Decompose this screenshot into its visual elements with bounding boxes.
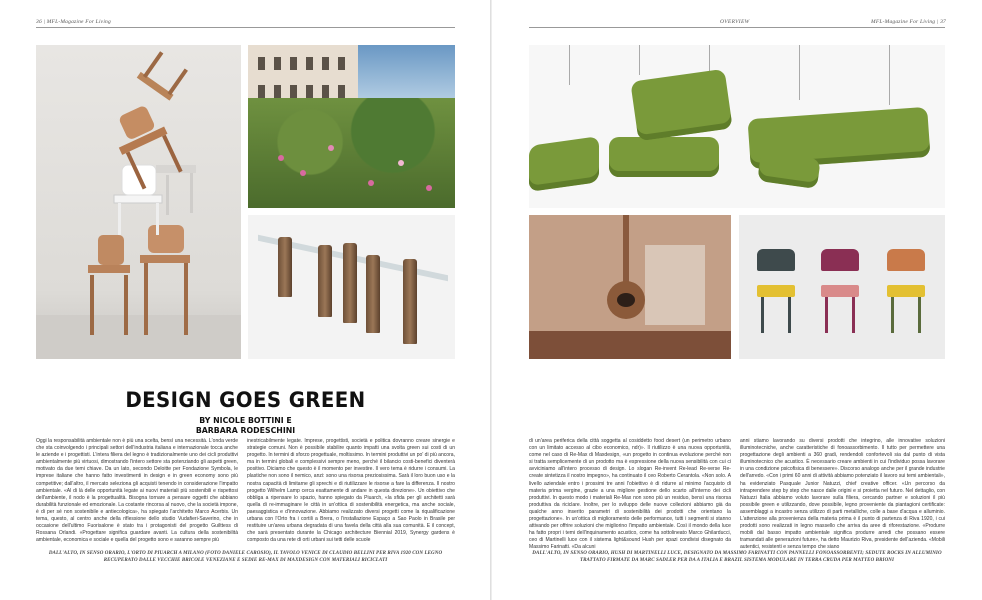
lamp-panel	[609, 137, 719, 177]
body-column-2: inestricabilmente legate. Imprese, progettisti, società e politica dovranno creare sinergie e strategie comuni. Non è possibile stabilire quanto impatti una svolta green sui costi di un progetto. In termini di sforzo progettuale, moltissimo. In termini produttivi un po' di più ancora, ma in termini globali e complessivi sempre meno, perché il bilancio costi-benefici diventerà positivo. Diciamo che questo è il momento per investire. Il vero tema è ridurre i consumi. La plastiche non sono il nemico, anzi: sono una risorsa preziosissima. Sarà il loro buon uso e la nostra capacità di limitarne gli sprechi e di riutilizzare le risorse a fare la differenza. Il nostro progetto Wilhelm Lamp cerca esattamente di andare in questa direzione». Un obiettivo che obbliga a ripensare lo spazio, hanno spiegato da Piuarch, «la sfida per gli architetti sarà quella di re-immaginare le città in un'ottica di sostenibilità energetica, ma anche sociale, paesaggistica e d'innovazione. Abbiamo realizzato diversi progetti come la riqualificazione urbana con l'Orto fra i cortili a Brera, o l'installazione Espaço a Sao Paolo in Brasile per restituire un'area urbana degradata di una favela della città alla sua comunità. E il concept, che sarà presentato durante la Chicago architecture Biennial 2019, Synergy gardens è composto da una rete di orti urbani sui tetti delle scuole	[247, 438, 455, 544]
byline-line-2: BARBARA RODESCHINI	[195, 426, 296, 435]
left-page	[0, 0, 490, 600]
flower	[398, 160, 404, 166]
green-lamps-photo	[529, 45, 945, 208]
wood-log	[403, 259, 417, 344]
flower	[328, 145, 334, 151]
chair-pink	[821, 249, 859, 333]
chair-dark	[757, 249, 795, 333]
body-column-3: di un'area periferica della città soggetta al cosiddetto food desert (un perimetro urbano con un limitato accesso al cibo economico, ndr)». Il riutilizzo è una nuova opportunità, come nel caso di Re-Max di Maxdesign, «un progetto in continua evoluzione perché non si tratta semplicemente di un prodotto ma è espressione della nuova sensibilità con cui ci avviciniamo all'intero processo di design. Lo slogan Re-invent Re-lead Re-verse Re-create sintetizza il nostro impegno», ha continuato il ceo Roberto Cerantola. «Non solo. A livello aziendale entro i prossimi tre anni l'obiettivo è di ridurre al minimo l'acquisto di materia prima vergine, grazie a una migliore gestione dello scarto all'interno dei cicli produttivi. In questo modo i materiali Re-Max non sono più un residuo, bensì una risorsa produttiva da riciclare. Inoltre, per lo sviluppo delle nuove collezioni abbiamo già da qualche anno inserito parametri di sostenibilità dei prodotti che orientano la progettazione». In un'ottica di miglioramento delle performance, tutti i segmenti si stanno attivando per offrire soluzioni che migliorino l'impatto ambientale. Così il mondo della luce ha fatto propri i temi dell'inquinamento acustico, come ha sottolineato Marco Ghilarducci, ceo di Martinelli luce con il sistema light&sound Hush per spazi condivisi disegnato da Massimo Farinatti. «Da alcuni	[529, 438, 731, 551]
body-column-4: anni stiamo lavorando su diversi prodotti che integrino, alle innovative soluzioni illuminotecniche, anche caratteristiche di fonoassorbimento. Il tutto per permettere una progettazione degli ambienti a 360 gradi, rendendoli confortevoli sia dal punto di vista illuminotecnico che acustico. È necessario creare ambienti in cui l'individuo possa lavorare in una condizione psicofisica di benessere». Discorso analogo anche per il grande industrie dell'arredo. «Con i primi 60 anni di attività abbiamo potenziato il lavoro sui temi ambientali», ha evidenziato Pasquale Junior Natuzzi, chief creative officer. «Un percorso da intraprendere step by step che nasce dalle origini e si proietta nel futuro. Nel dettaglio, con Natuzzi Italia abbiamo voluto lavorare sulla filiera, cercando partner e soluzioni il più possibile green e utilizzando, dove possibile, legno proveniente da piantagioni certificate: assemblaggi a incastro senza utilizzo di parti metalliche, colle a base d'acqua e alluminio. L'attenzione alla provenienza della materia prima è il punto di partenza di Riva 1920, i cui prodotti sono realizzati in legno massello che arriva da aree di riforestazione. «Produrre mobili dal basso impatto ambientale significa produrre arredi che possano essere tramandati alle generazioni future», ha detto Maurizio Riva, presidente dell'azienda. «Mobili autentici, resistenti e senza tempo che siano	[740, 438, 945, 551]
log-table-photo	[248, 215, 455, 359]
article-byline	[36, 416, 455, 436]
stove-room-photo	[529, 215, 731, 359]
flower	[300, 170, 306, 176]
stacked-chairs-photo	[36, 45, 241, 359]
floor	[529, 331, 731, 359]
lamp-panel	[529, 136, 599, 192]
flower	[368, 180, 374, 186]
flue	[623, 215, 629, 285]
body-column-1: Oggi la responsabilità ambientale non è più una scelta, bensì una necessità. L'onda verde che sta coinvolgendo i principali settori dell'industria italiana e internazionale tocca anche le aziende e i progettisti. L'intera filiera del legno è tradizionalmente uno dei cicli produttivi ambientalmente più virtuosi, dimostrando l'intero settore sta potenziando gli aspetti green, motivato da due temi chiave. Da un lato, secondo Deloitte per Fondazione Symbola, le imprese italiane che hanno fatto investimenti in design e in green economy sono più competitive; dall'altro, il mercato seleziona gli acquisti tenendo in considerazione l'impatto ambientale. «Al di là delle opportunità legate ai nuovi materiali più sostenibili e rispettosi dell'ambiente, il nodo è la progettualità. Bisogna tornare a pensare oggetti che abbiano durabilità funzionale ed emozionale. La costante rincorsa al nuovo, che la società impone, è di per sé non sostenibile e antiecologica», ha spiegato l'architetto Marco Acerbis. Un tema, questo, al centro anche della riflessione dello studio Vudafieri-Saverino, che in occasione dell'ultimo Fuorisalone è stato tra i protagonisti del progetto Guilttess di Rossana Orlandi. «Progettare significa guardare avanti. La cultura della sostenibilità ambientale, economica e sociale e quella del progetto sono e saranno sempre più	[36, 438, 238, 544]
chairs-illustration	[36, 45, 241, 359]
right-folio: MFL-Magazine For Living | 37	[871, 19, 946, 25]
chair-tan	[887, 249, 925, 333]
wire	[799, 45, 800, 100]
article-headline: DESIGN GOES GREEN	[125, 388, 366, 413]
left-caption: DALL'ALTO, IN SENSO ORARIO, L'ORTO DI PIUARCH A MILANO (FOTO DANIELE CAROSIO), IL TAVOLO VENICE DI CLAUDIO BELLINI PER RIVA 1920 CON LEGNO RECUPERATO DALLE VECCHIE BRICOLE VENEZIANE E SEDIE RE-MAX DI MAXDESIGN CON MATERIALI RICICLATI	[48, 551, 443, 563]
wood-log	[278, 237, 292, 297]
byline-line-1: BY NICOLE BOTTINI E	[199, 416, 292, 425]
wood-log	[366, 255, 380, 333]
wire	[889, 45, 890, 105]
wire	[639, 45, 640, 75]
right-caption: DALL'ALTO, IN SENSO ORARIO, HUSH DI MARTINELLI LUCE, DESIGNATO DA MASSIMO FARINATTI CON PANNELLI FONOASSORBENTI; SEDUTE ROCKS IN ALLUMINIO TRATTATO FIRMATE DA MARC SADLER PER DA A ITALIA E BRAZIL SISTEMA MODULARE IN TERRA CRUDA PER MATTEO BRIONI	[532, 551, 942, 563]
flower	[278, 155, 284, 161]
wood-log	[318, 245, 332, 317]
section-label: OVERVIEW	[720, 19, 750, 25]
right-header-rule	[529, 27, 945, 28]
wood-log	[343, 243, 357, 323]
greenery	[248, 98, 455, 208]
left-header-rule	[36, 27, 455, 28]
rooftop-garden-photo	[248, 45, 455, 208]
flower	[426, 185, 432, 191]
stove-opening	[617, 293, 635, 307]
colored-chairs-photo	[739, 215, 945, 359]
left-folio: 36 | MFL-Magazine For Living	[36, 19, 111, 25]
lamp-panel	[630, 69, 732, 142]
wire	[569, 45, 570, 85]
wall-panel	[645, 245, 705, 325]
